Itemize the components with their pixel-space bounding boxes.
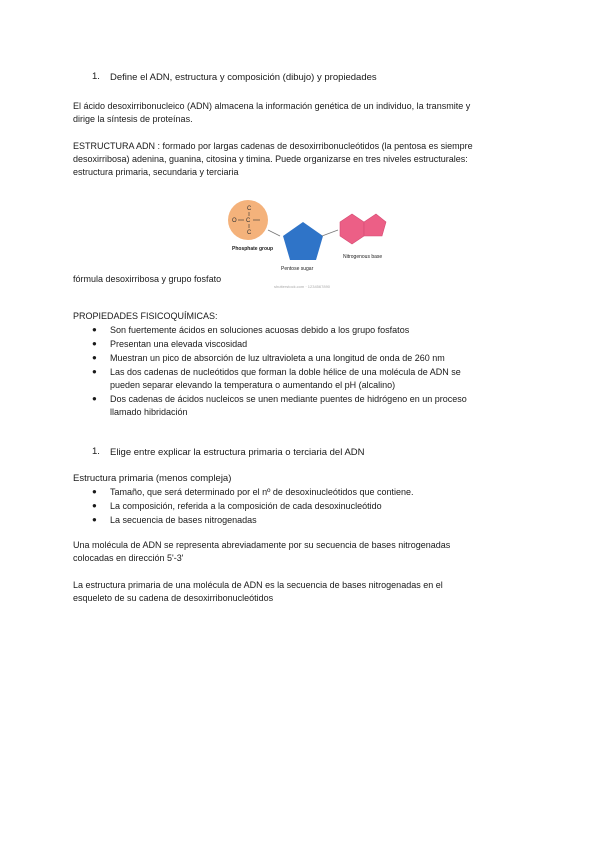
watermark: shutterstock.com · 1234567890 — [274, 284, 331, 289]
paragraph-line: Una molécula de ADN se representa abreviadamente por su secuencia de bases nitrogenadas — [73, 540, 451, 550]
property-item: Muestran un pico de absorción de luz ultravioleta a una longitud de onda de 260 nm — [110, 353, 445, 363]
paragraph-line: dirige la síntesis de proteínas. — [73, 114, 193, 124]
property-item-continued: pueden separar elevando la temperatura o aumentando el pH (alcalino) — [110, 380, 396, 390]
bullet-dot: ● — [92, 367, 97, 376]
paragraph-line: esqueleto de su cadena de desoxirribonucleótidos — [73, 593, 274, 603]
bullet-dot: ● — [92, 325, 97, 334]
phosphate-label: Phosphate group — [232, 246, 274, 252]
list-item: Tamaño, que será determinado por el nº de desoxinucleótidos que contiene. — [110, 487, 414, 497]
sugar-label: Pentose sugar — [281, 266, 314, 272]
subheading: Estructura primaria (menos compleja) — [73, 473, 232, 484]
paragraph-line: desoxirribosa) adenina, guanina, citosina y timina. Puede organizarse en tres niveles estructurales: — [73, 154, 468, 164]
property-item: Presentan una elevada viscosidad — [110, 339, 248, 349]
figure-caption: fórmula desoxirribosa y grupo fosfato — [73, 274, 222, 284]
property-item: Dos cadenas de ácidos nucleicos se unen mediante puentes de hidrógeno en un proceso — [110, 394, 467, 404]
paragraph-line: colocadas en dirección 5'-3' — [73, 553, 184, 563]
paragraph-line: La estructura primaria de una molécula de ADN es la secuencia de bases nitrogenadas en el — [73, 580, 443, 590]
atom-label: C — [246, 218, 251, 224]
bullet-dot: ● — [92, 353, 97, 362]
list-item: La secuencia de bases nitrogenadas — [110, 515, 257, 525]
paragraph-line: estructura primaria, secundaria y terciaria — [73, 167, 239, 177]
bullet-dot: ● — [92, 515, 97, 524]
base-label: Nitrogenous base — [343, 254, 383, 260]
atom-label: C — [247, 230, 252, 236]
property-item: Son fuertemente ácidos en soluciones acuosas debido a los grupo fosfatos — [110, 325, 410, 335]
bullet-dot: ● — [92, 339, 97, 348]
property-item-continued: llamado hibridación — [110, 407, 188, 417]
base-ring-shape — [340, 214, 364, 244]
section-heading: Elige entre explicar la estructura primaria o terciaria del ADN — [110, 447, 365, 458]
paragraph-line: El ácido desoxirribonucleico (ADN) almacena la información genética de un individuo, la transmite y — [73, 101, 471, 111]
base-ring-shape — [364, 214, 386, 236]
propiedades-heading: PROPIEDADES FISICOQUÍMICAS: — [73, 311, 218, 321]
atom-label: O — [232, 218, 237, 224]
property-item: Las dos cadenas de nucleótidos que forman la doble hélice de una molécula de ADN se — [110, 367, 461, 377]
list-item: La composición, referida a la composición de cada desoxinucleótido — [110, 501, 382, 511]
list-number: 1. — [92, 446, 100, 457]
paragraph-line: ESTRUCTURA ADN : formado por largas cadenas de desoxirribonucleótidos (la pentosa es siempre — [73, 141, 473, 151]
atom-label: C — [247, 206, 252, 212]
bullet-dot: ● — [92, 394, 97, 403]
nucleotide-diagram — [228, 200, 388, 292]
bullet-dot: ● — [92, 487, 97, 496]
bullet-dot: ● — [92, 501, 97, 510]
pentose-sugar-shape — [283, 222, 323, 260]
section-heading: Define el ADN, estructura y composición (dibujo) y propiedades — [110, 72, 377, 83]
list-number: 1. — [92, 71, 100, 82]
